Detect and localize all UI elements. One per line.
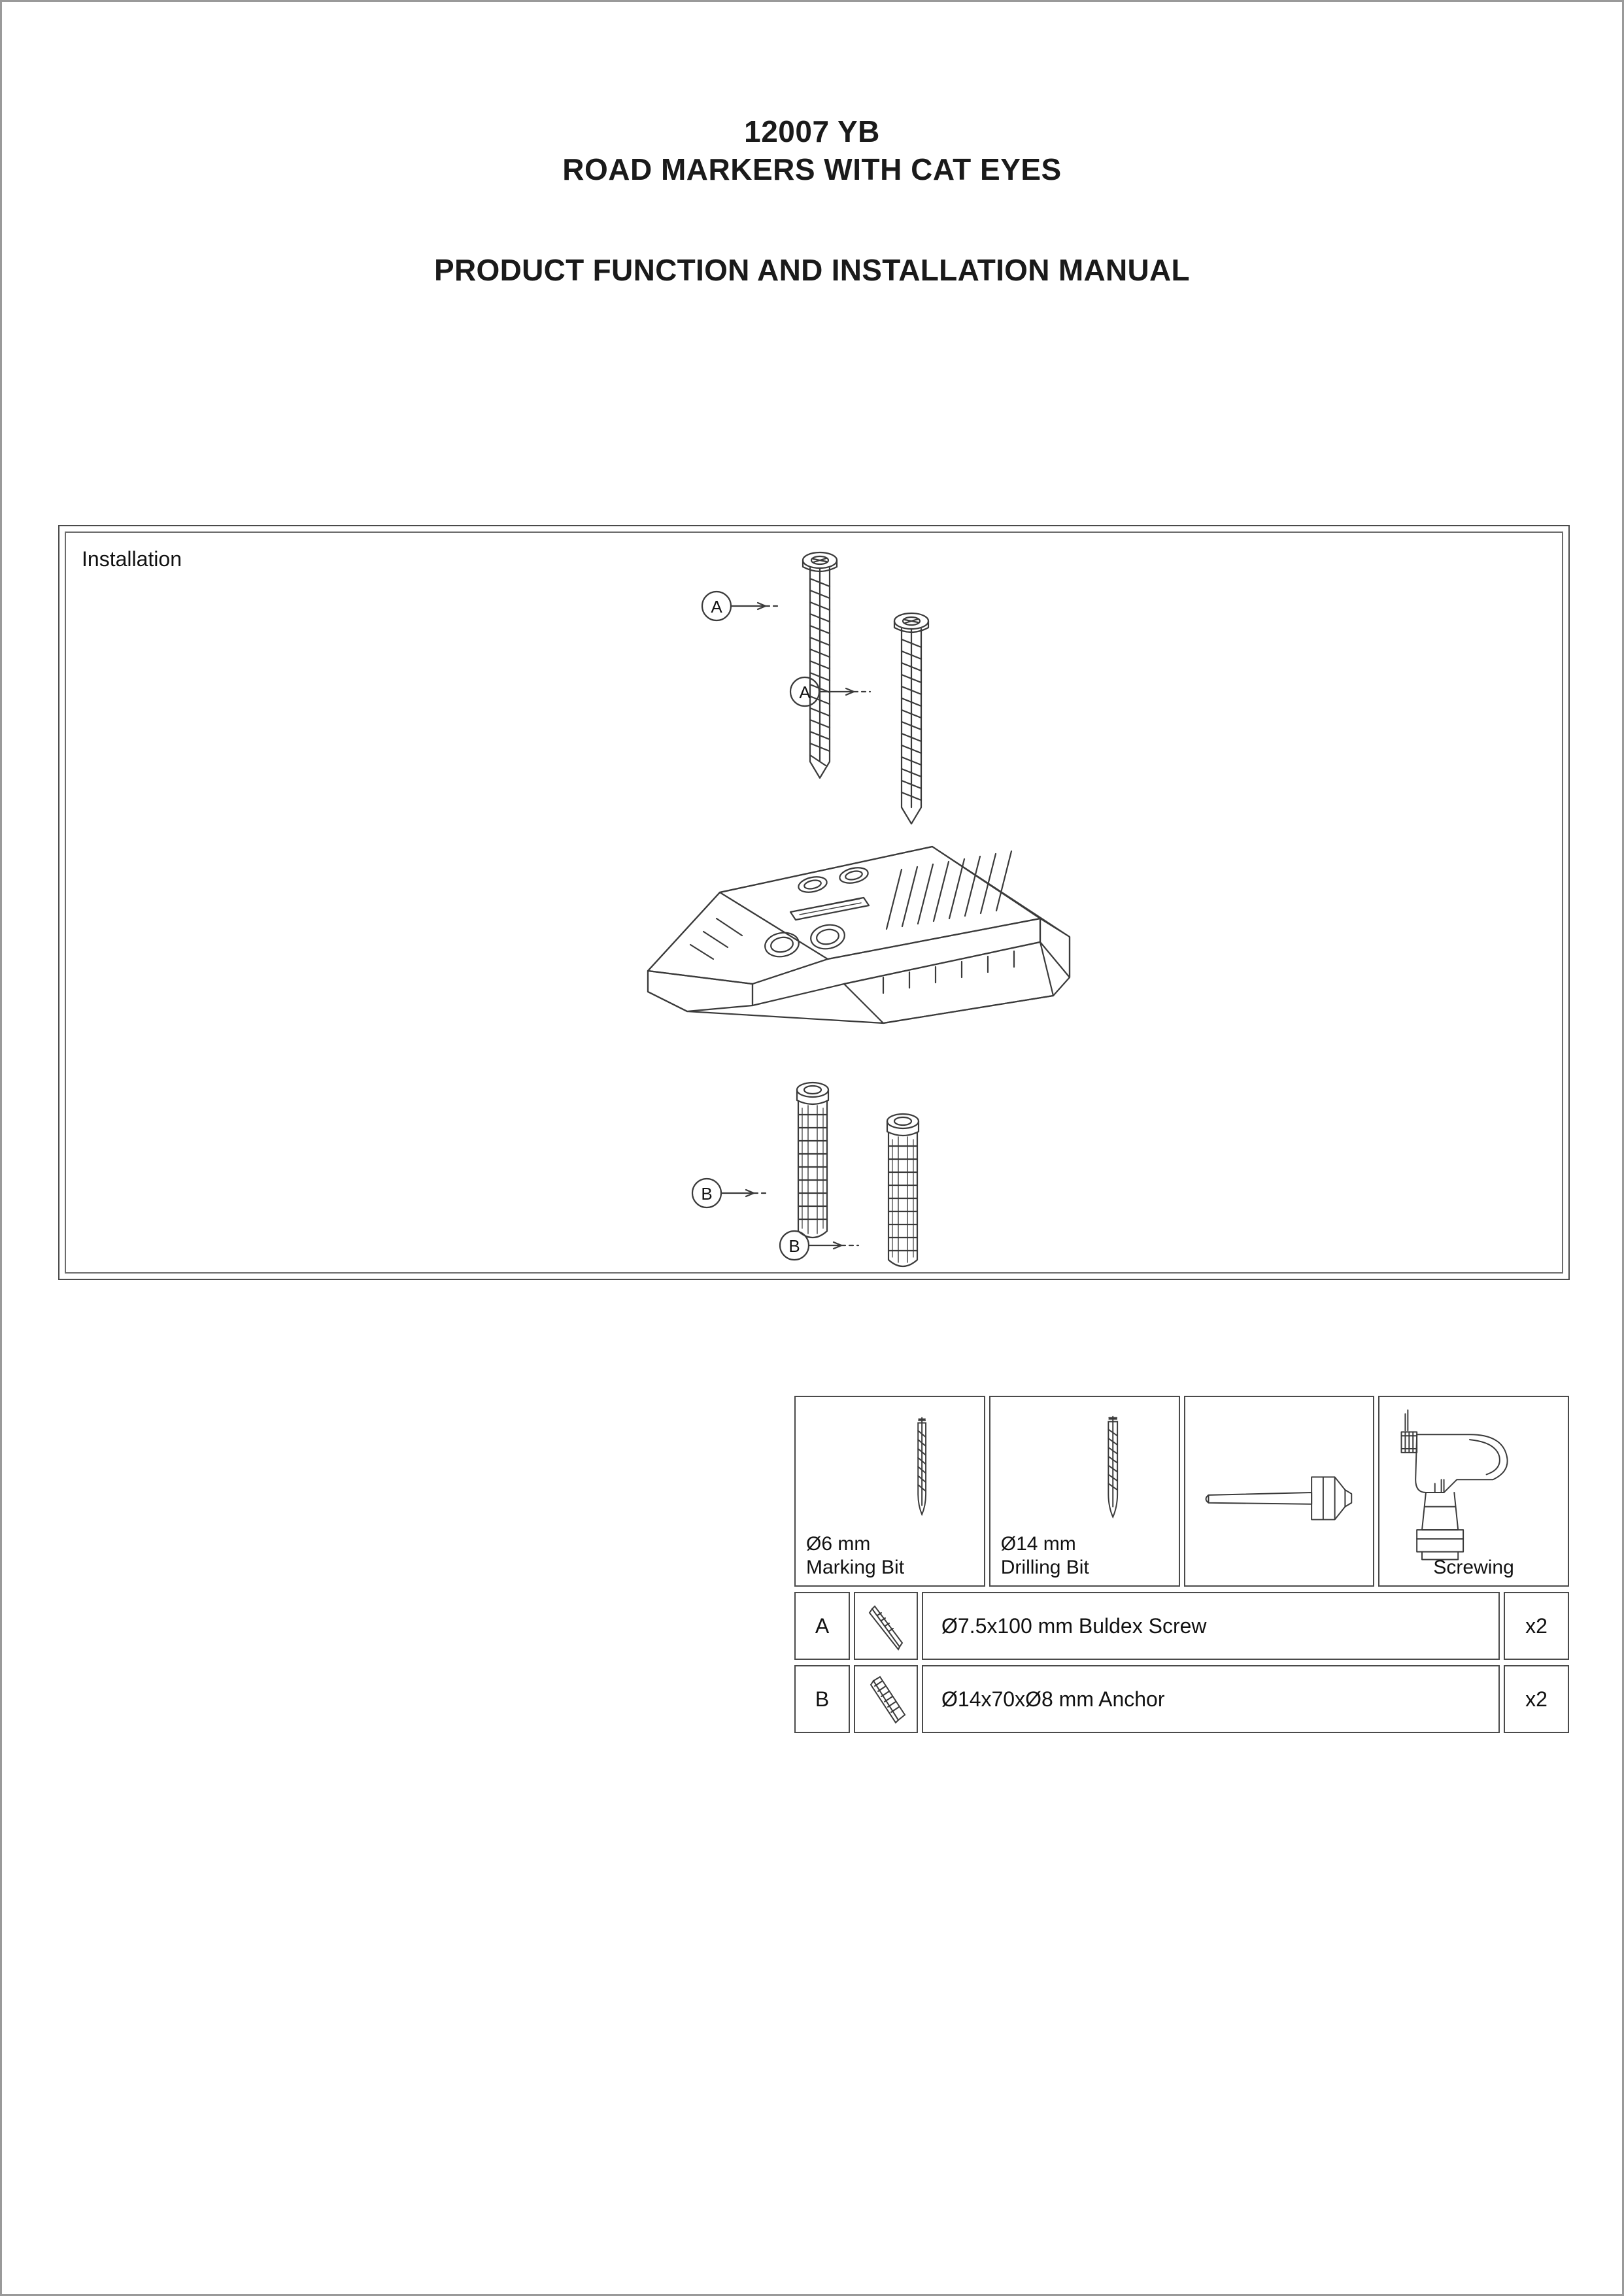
tool-cell-drilling-bit (989, 1396, 1180, 1587)
screw-long-left-art (803, 552, 837, 778)
part-description-b: Ø14x70xØ8 mm Anchor (922, 1665, 1500, 1733)
svg-text:A: A (711, 597, 722, 616)
anchor-icon (855, 1666, 919, 1734)
tool-caption-line2: Screwing (1433, 1556, 1514, 1578)
hammer-icon (1185, 1397, 1374, 1585)
installation-panel (58, 525, 1570, 1280)
screw-long-right-art (894, 613, 928, 824)
svg-text:B: B (788, 1236, 800, 1256)
tool-caption-drilling-bit (990, 1532, 1179, 1585)
road-marker-body-art (648, 847, 1070, 1023)
svg-text:A: A (799, 683, 811, 702)
screw-icon (855, 1593, 919, 1661)
tool-caption-line1: Ø6 mm (806, 1533, 871, 1555)
callout-b-right (780, 1231, 858, 1260)
tool-caption-screwing (1379, 1556, 1568, 1585)
tool-cell-hammer (1184, 1396, 1375, 1587)
part-letter-b: B (794, 1665, 850, 1733)
page-title-block (2, 113, 1622, 288)
installation-diagram (59, 526, 1568, 1279)
part-icon-screw (854, 1592, 918, 1660)
part-quantity-b: x2 (1504, 1665, 1569, 1733)
tool-caption-marking-bit (796, 1532, 984, 1585)
tools-and-parts-table (794, 1396, 1569, 1733)
tool-caption-line1: Ø14 mm (1000, 1533, 1076, 1555)
product-name: ROAD MARKERS WITH CAT EYES (562, 152, 1062, 186)
part-row-a (794, 1592, 1569, 1660)
tool-caption-line2: Marking Bit (806, 1556, 905, 1578)
tool-caption-hammer (1185, 1579, 1374, 1585)
manual-title: PRODUCT FUNCTION AND INSTALLATION MANUAL (434, 253, 1190, 287)
tool-cell-screwing (1378, 1396, 1569, 1587)
product-code: 12007 YB (744, 114, 880, 148)
part-row-b (794, 1665, 1569, 1733)
anchor-left-art (797, 1083, 828, 1238)
part-letter-a: A (794, 1592, 850, 1660)
tool-cell-marking-bit (794, 1396, 985, 1587)
callout-a-left (702, 592, 779, 620)
svg-text:B: B (701, 1184, 713, 1204)
tool-caption-line2: Drilling Bit (1000, 1556, 1089, 1578)
tools-row (794, 1396, 1569, 1587)
part-description-a: Ø7.5x100 mm Buldex Screw (922, 1592, 1500, 1660)
callout-b-left (692, 1179, 769, 1207)
part-icon-anchor (854, 1665, 918, 1733)
part-quantity-a: x2 (1504, 1592, 1569, 1660)
installation-label: Installation (82, 547, 182, 571)
anchor-right-art (887, 1114, 919, 1266)
